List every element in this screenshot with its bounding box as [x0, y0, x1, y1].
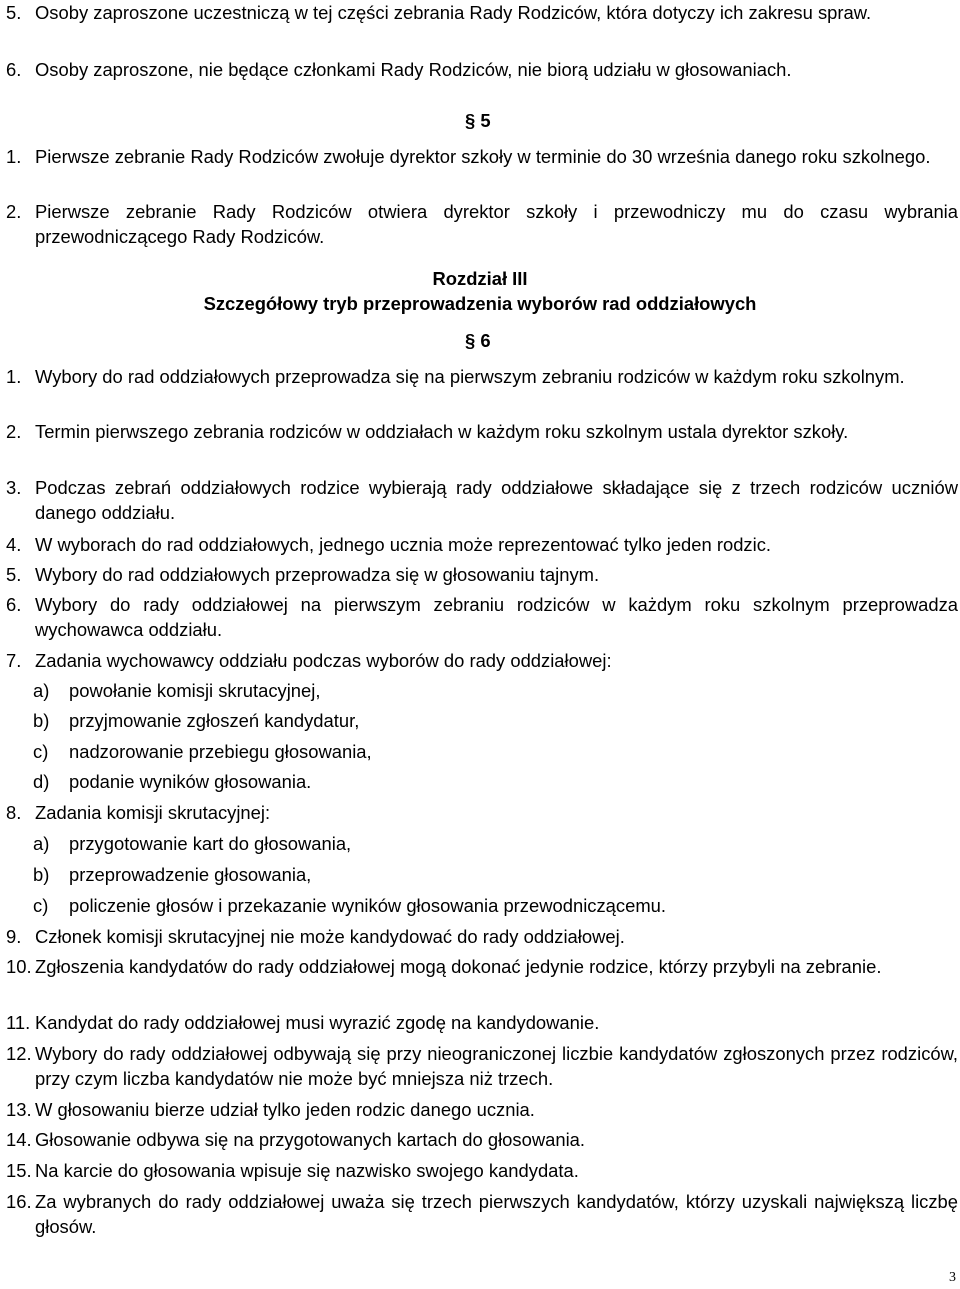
item-number: 2. [6, 201, 22, 222]
chapter-title: Szczegółowy tryb przeprowadzenia wyborów rad oddziałowych [203, 293, 757, 314]
list-item [6, 1041, 958, 1091]
item-text: Zgłoszenia kandydatów do rady oddziałowej mogą dokonać jedynie rodzice, którzy przybyli na zebranie. [35, 956, 882, 977]
item-text: Wybory do rad oddziałowych przeprowadza się w głosowaniu tajnym. [35, 564, 600, 585]
item-number: 5. [6, 564, 22, 585]
sub-item-text: podanie wyników głosowania. [69, 771, 312, 792]
list-item [6, 1010, 958, 1035]
sub-item-text: przyjmowanie zgłoszeń kandydatur, [69, 710, 360, 731]
sub-list-item [33, 831, 933, 856]
item-number: 9. [6, 926, 22, 947]
item-number: 2. [6, 421, 22, 442]
item-text: Zadania wychowawcy oddziału podczas wyborów do rady oddziałowej: [35, 650, 612, 671]
item-number: 14. [6, 1129, 32, 1150]
sub-item-letter: c) [33, 895, 49, 916]
item-number: 11. [6, 1012, 31, 1033]
item-text: Za wybranych do rady oddziałowej uważa się trzech pierwszych kandydatów, którzy uzyskali największą liczbę głosów. [35, 1191, 958, 1237]
item-text: Pierwsze zebranie Rady Rodziców zwołuje dyrektor szkoły w terminie do 30 września danego roku szkolnego. [35, 146, 931, 167]
item-text: Zadania komisji skrutacyjnej: [35, 802, 271, 823]
list-item [6, 954, 958, 979]
item-number: 15. [6, 1160, 32, 1181]
sub-item-letter: b) [33, 710, 50, 731]
sub-list-item [33, 739, 933, 764]
list-item [6, 924, 958, 949]
item-number: 16. [6, 1191, 32, 1212]
item-number: 10. [6, 956, 32, 977]
sub-list-item [33, 862, 933, 887]
list-item [6, 475, 958, 525]
item-text: Wybory do rad oddziałowych przeprowadza się na pierwszym zebraniu rodziców w każdym roku szkolnym. [35, 366, 905, 387]
sub-item-text: nadzorowanie przebiegu głosowania, [69, 741, 372, 762]
item-number: 4. [6, 534, 22, 555]
item-number: 13. [6, 1099, 32, 1120]
list-item [6, 532, 958, 557]
item-text: Osoby zaproszone uczestniczą w tej części zebrania Rady Rodziców, która dotyczy ich zakresu spraw. [35, 2, 872, 23]
list-item [6, 1127, 958, 1152]
list-item [6, 1189, 958, 1239]
item-number: 6. [6, 594, 22, 615]
list-item [6, 144, 958, 169]
sub-item-letter: a) [33, 833, 50, 854]
item-text: W głosowaniu bierze udział tylko jeden rodzic danego ucznia. [35, 1099, 535, 1120]
list-item [6, 1158, 958, 1183]
list-item [6, 562, 958, 587]
list-item [6, 648, 958, 673]
sub-item-text: powołanie komisji skrutacyjnej, [69, 680, 321, 701]
list-item [6, 199, 958, 249]
list-item [6, 364, 958, 389]
list-item [6, 419, 958, 444]
item-number: 3. [6, 477, 22, 498]
chapter-label: Rozdział III [432, 268, 528, 289]
item-number: 12. [6, 1043, 32, 1064]
item-text: Wybory do rady oddziałowej odbywają się przy nieograniczonej liczbie kandydatów zgłoszonych przez rodziców, przy czym liczba kandydatów nie może być mniejsza niż trzech. [35, 1043, 958, 1089]
list-item [6, 0, 958, 25]
sub-item-letter: d) [33, 771, 50, 792]
list-item [6, 57, 958, 82]
item-text: Podczas zebrań oddziałowych rodzice wybierają rady oddziałowe składające się z trzech rodziców uczniów danego oddziału. [35, 477, 958, 523]
list-item [6, 592, 958, 642]
page-number: 3 [949, 1270, 956, 1285]
sub-list-item [33, 893, 933, 918]
item-number: 8. [6, 802, 22, 823]
item-number: 7. [6, 650, 22, 671]
sub-item-text: przeprowadzenie głosowania, [69, 864, 312, 885]
sub-item-letter: b) [33, 864, 50, 885]
sub-list-item [33, 678, 933, 703]
item-text: Termin pierwszego zebrania rodziców w oddziałach w każdym roku szkolnym ustala dyrektor szkoły. [35, 421, 849, 442]
item-text: Pierwsze zebranie Rady Rodziców otwiera dyrektor szkoły i przewodniczy mu do czasu wybrania przewodniczącego Rady Rodziców. [35, 201, 958, 247]
sub-item-letter: a) [33, 680, 50, 701]
sub-item-letter: c) [33, 741, 49, 762]
item-number: 1. [6, 146, 22, 167]
item-text: Na karcie do głosowania wpisuje się nazwisko swojego kandydata. [35, 1160, 579, 1181]
item-number: 1. [6, 366, 22, 387]
item-number: 5. [6, 2, 22, 23]
sub-item-text: przygotowanie kart do głosowania, [69, 833, 352, 854]
item-text: Głosowanie odbywa się na przygotowanych kartach do głosowania. [35, 1129, 585, 1150]
item-text: Członek komisji skrutacyjnej nie może kandydować do rady oddziałowej. [35, 926, 625, 947]
sub-item-text: policzenie głosów i przekazanie wyników głosowania przewodniczącemu. [69, 895, 666, 916]
item-text: W wyborach do rad oddziałowych, jednego ucznia może reprezentować tylko jeden rodzic. [35, 534, 772, 555]
item-text: Osoby zaproszone, nie będące członkami Rady Rodziców, nie biorą udziału w głosowaniach. [35, 59, 792, 80]
item-text: Wybory do rady oddziałowej na pierwszym zebraniu rodziców w każdym roku szkolnym przeprowadza wychowawca oddziału. [35, 594, 958, 640]
item-number: 6. [6, 59, 22, 80]
sub-list-item [33, 769, 933, 794]
list-item [6, 1097, 958, 1122]
paragraph-sign-5: § 5 [465, 110, 491, 131]
item-text: Kandydat do rady oddziałowej musi wyrazić zgodę na kandydowanie. [35, 1012, 600, 1033]
paragraph-sign-6: § 6 [465, 330, 491, 351]
list-item [6, 800, 958, 825]
sub-list-item [33, 708, 933, 733]
